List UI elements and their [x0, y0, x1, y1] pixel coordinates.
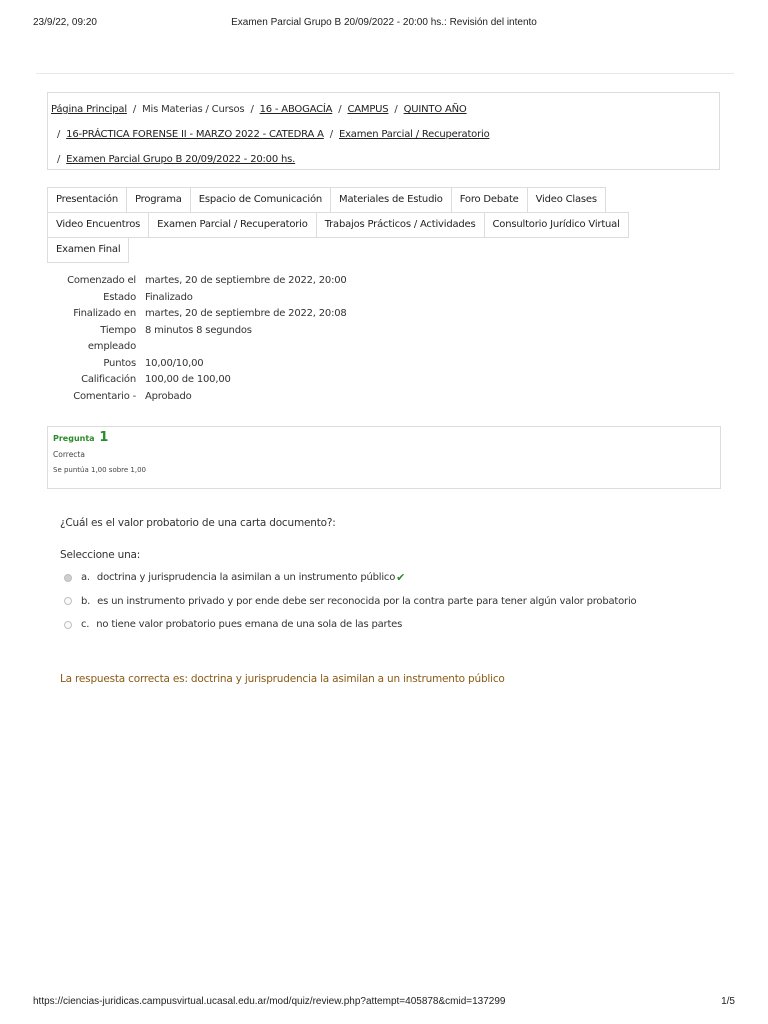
answer-text: no tiene valor probatorio pues emana de una sola de las partes	[96, 619, 403, 631]
checkmark-icon: ✔	[396, 571, 406, 585]
question-text: ¿Cuál es el valor probatorio de una carta documento?:	[60, 517, 336, 529]
radio-button-checked[interactable]	[64, 574, 72, 582]
summary-label-state: Estado	[103, 291, 136, 303]
tab-materiales-estudio[interactable]: Materiales de Estudio	[330, 187, 452, 213]
breadcrumb-campus-link[interactable]: CAMPUS	[347, 104, 389, 115]
summary-value-state: Finalizado	[145, 291, 193, 303]
radio-button[interactable]	[64, 621, 72, 629]
tab-video-clases[interactable]: Video Clases	[527, 187, 606, 213]
question-info-box	[47, 426, 721, 489]
radio-button[interactable]	[64, 597, 72, 605]
breadcrumb-separator: /	[57, 129, 61, 140]
print-page-number: 1/5	[721, 996, 735, 1007]
summary-value-points: 10,00/10,00	[145, 357, 204, 369]
breadcrumb-separator: /	[250, 104, 254, 115]
print-url: https://ciencias-juridicas.campusvirtual.ucasal.edu.ar/mod/quiz/review.php?attempt=405878&cmid=137299	[33, 996, 506, 1007]
summary-label-points: Puntos	[103, 357, 136, 369]
summary-row	[47, 356, 447, 373]
tab-trabajos-practicos[interactable]: Trabajos Prácticos / Actividades	[316, 212, 485, 238]
answer-option-b[interactable]	[64, 590, 636, 614]
print-title: Examen Parcial Grupo B 20/09/2022 - 20:00 hs.: Revisión del intento	[231, 17, 537, 28]
summary-row	[47, 372, 447, 389]
summary-value-comment: Aprobado	[145, 390, 192, 402]
answer-prompt: Seleccione una:	[60, 549, 141, 561]
breadcrumb-course-link[interactable]: 16-PRÁCTICA FORENSE II - MARZO 2022 - CATEDRA A	[66, 129, 324, 140]
answer-text: es un instrumento privado y por ende debe ser reconocida por la contra parte para tener algún valor probatorio	[97, 595, 637, 607]
summary-row	[47, 273, 447, 290]
breadcrumb-section-link[interactable]: Examen Parcial / Recuperatorio	[338, 129, 490, 140]
summary-label-comment: Comentario -	[73, 390, 136, 402]
answer-option-c[interactable]	[64, 613, 636, 637]
breadcrumb-separator: /	[394, 104, 398, 115]
breadcrumb-my-courses: Mis Materias / Cursos	[142, 104, 245, 115]
breadcrumb-home-link[interactable]: Página Principal	[51, 104, 127, 115]
summary-row	[47, 290, 447, 307]
correct-answer-feedback: La respuesta correcta es: doctrina y jurisprudencia la asimilan a un instrumento público	[60, 673, 505, 685]
question-heading	[53, 430, 720, 446]
breadcrumb	[47, 92, 720, 170]
summary-row	[47, 389, 447, 406]
question-state: Correcta	[53, 450, 85, 459]
breadcrumb-year-link[interactable]: QUINTO AÑO	[403, 104, 467, 115]
question-number: 1	[99, 430, 109, 445]
summary-label-started: Comenzado el	[67, 275, 136, 286]
answer-list	[64, 566, 636, 637]
summary-value-started: martes, 20 de septiembre de 2022, 20:00	[145, 275, 347, 286]
question-label: Pregunta	[53, 434, 95, 443]
summary-value-time: 8 minutos 8 segundos	[145, 324, 252, 336]
breadcrumb-separator: /	[57, 154, 61, 165]
summary-value-grade: 100,00 de 100,00	[145, 374, 231, 385]
breadcrumb-separator: /	[338, 104, 342, 115]
answer-letter: b.	[81, 595, 91, 607]
summary-row	[47, 323, 447, 356]
summary-label-grade: Calificación	[81, 374, 136, 385]
breadcrumb-quiz-link[interactable]: Examen Parcial Grupo B 20/09/2022 - 20:00 hs.	[66, 154, 296, 165]
tab-examen-parcial[interactable]: Examen Parcial / Recuperatorio	[148, 212, 317, 238]
summary-value-finished: martes, 20 de septiembre de 2022, 20:08	[145, 308, 347, 319]
breadcrumb-career-link[interactable]: 16 - ABOGACÍA	[259, 104, 333, 115]
question-grade: Se puntúa 1,00 sobre 1,00	[53, 466, 147, 474]
answer-text: doctrina y jurisprudencia la asimilan a un instrumento público	[96, 572, 396, 584]
tab-video-encuentros[interactable]: Video Encuentros	[47, 212, 149, 238]
course-tabs	[47, 187, 687, 262]
breadcrumb-separator: /	[132, 104, 137, 115]
tab-foro-debate[interactable]: Foro Debate	[451, 187, 528, 213]
attempt-summary	[47, 273, 447, 405]
summary-label-time-line2: empleado	[87, 341, 136, 352]
answer-letter: a.	[81, 572, 90, 584]
print-date: 23/9/22, 09:20	[33, 17, 97, 28]
summary-row	[47, 306, 447, 323]
tab-programa[interactable]: Programa	[126, 187, 191, 213]
summary-label-finished: Finalizado en	[73, 308, 136, 319]
summary-label-time-line1: Tiempo	[100, 324, 136, 336]
breadcrumb-separator: /	[329, 129, 333, 140]
summary-label-time	[47, 323, 145, 356]
header-divider	[36, 73, 734, 74]
tab-presentacion[interactable]: Presentación	[47, 187, 127, 213]
answer-letter: c.	[81, 619, 90, 631]
print-header	[33, 17, 735, 31]
print-footer	[33, 996, 735, 1010]
tab-examen-final[interactable]: Examen Final	[47, 237, 129, 263]
tab-consultorio-juridico[interactable]: Consultorio Jurídico Virtual	[484, 212, 629, 238]
answer-option-a[interactable]	[64, 566, 636, 590]
tab-espacio-comunicacion[interactable]: Espacio de Comunicación	[190, 187, 331, 213]
